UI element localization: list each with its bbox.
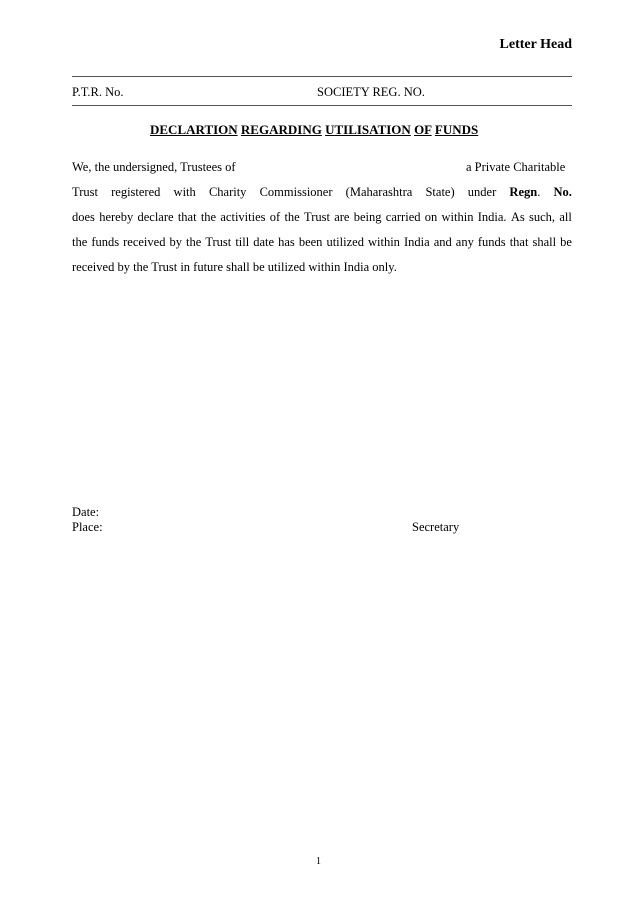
page-number: 1: [316, 856, 321, 867]
heading-word: OF: [414, 122, 432, 137]
trustees-intro-text: We, the undersigned, Trustees of: [72, 160, 236, 174]
bottom-divider: [72, 105, 572, 106]
word: any: [455, 235, 474, 249]
word: that: [509, 235, 529, 249]
no-label: No.: [553, 185, 572, 199]
word: registered: [111, 185, 161, 199]
word: As: [510, 210, 525, 224]
word: (Maharashtra: [345, 185, 413, 199]
paragraph-line-2: [72, 185, 572, 200]
word: activities: [220, 210, 266, 224]
word: by: [169, 235, 182, 249]
top-divider: [72, 76, 572, 77]
paragraph-line-3: [72, 210, 572, 225]
word: being: [353, 210, 382, 224]
heading-word: DECLARTION: [150, 122, 238, 137]
paragraph-line-1: [72, 160, 572, 175]
word: Trust: [205, 235, 232, 249]
word: the: [186, 235, 202, 249]
word: hereby: [99, 210, 134, 224]
word: within: [367, 235, 400, 249]
paragraph-line-5: received by the Trust in future shall be utilized within India only.: [72, 260, 397, 274]
regn-dot: .: [537, 185, 541, 199]
place-label: Place:: [72, 520, 103, 534]
word: under: [467, 185, 497, 199]
word: the: [200, 210, 217, 224]
word: received: [123, 235, 166, 249]
word: and: [433, 235, 452, 249]
word: does: [72, 210, 95, 224]
word: shall: [532, 235, 557, 249]
word: within: [441, 210, 474, 224]
word: the: [72, 235, 88, 249]
word: Trust: [304, 210, 330, 224]
word: Commissioner: [259, 185, 333, 199]
word: till: [235, 235, 250, 249]
regn-label: [509, 185, 540, 200]
word: carried: [385, 210, 421, 224]
word: date: [253, 235, 275, 249]
word: with: [173, 185, 196, 199]
word: on: [424, 210, 438, 224]
word: utilized: [326, 235, 364, 249]
word: funds: [91, 235, 120, 249]
word: the: [284, 210, 300, 224]
word: of: [269, 210, 281, 224]
society-reg-label: SOCIETY REG. NO.: [317, 85, 425, 99]
word: India: [403, 235, 430, 249]
word: all: [559, 210, 572, 224]
word: are: [334, 210, 350, 224]
heading-word: UTILISATION: [325, 122, 411, 137]
word: Charity: [208, 185, 247, 199]
word: such,: [529, 210, 556, 224]
letter-head-label: Letter Head: [499, 37, 572, 52]
heading-word: FUNDS: [434, 122, 479, 137]
regn-bold: Regn: [509, 185, 538, 199]
word: India.: [477, 210, 507, 224]
word: has: [278, 235, 295, 249]
heading-word: REGARDING: [240, 122, 322, 137]
word: declare: [137, 210, 174, 224]
secretary-signature-label: Secretary: [412, 520, 460, 534]
word: funds: [477, 235, 506, 249]
word: be: [560, 235, 572, 249]
word: been: [298, 235, 323, 249]
word: that: [177, 210, 197, 224]
paragraph-line-4: [72, 235, 572, 250]
word: Trust: [72, 185, 98, 199]
word: State): [425, 185, 455, 199]
document-heading: [150, 122, 478, 138]
date-label: Date:: [72, 505, 100, 519]
charitable-text: a Private Charitable: [466, 160, 566, 174]
ptr-number-label: P.T.R. No.: [72, 85, 124, 99]
